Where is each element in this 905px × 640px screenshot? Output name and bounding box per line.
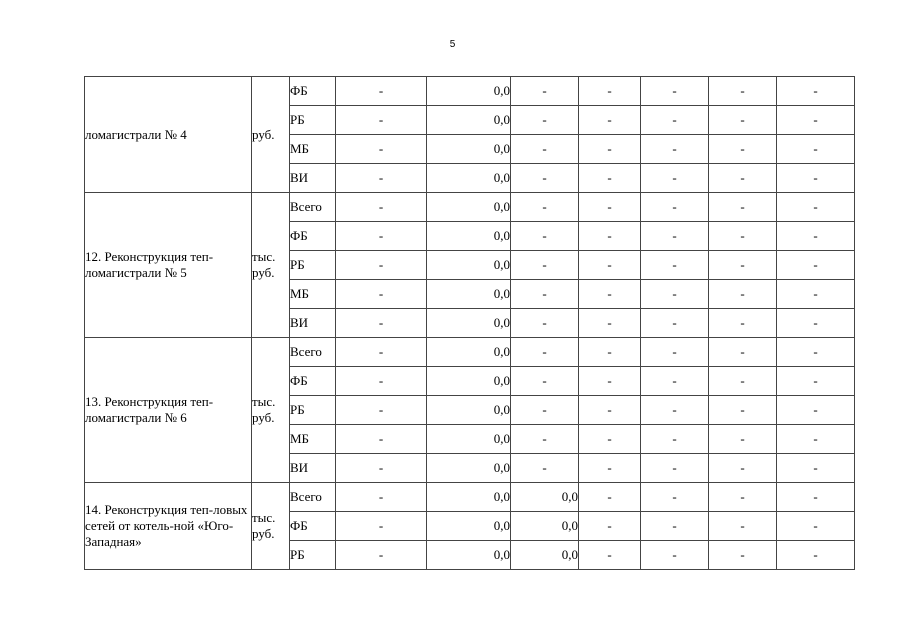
funding-source: ФБ [290, 367, 336, 396]
value-cell: - [709, 222, 777, 251]
value-cell: 0,0 [427, 483, 511, 512]
table-row [85, 338, 855, 367]
value-cell: - [579, 338, 641, 367]
value-cell: - [579, 164, 641, 193]
value-cell: - [709, 454, 777, 483]
funding-source: РБ [290, 251, 336, 280]
unit-cell: руб. [252, 77, 290, 193]
value-cell: - [709, 483, 777, 512]
table-row [85, 193, 855, 222]
value-cell: - [777, 483, 855, 512]
value-cell: - [579, 483, 641, 512]
value-cell: - [511, 135, 579, 164]
value-cell: - [709, 396, 777, 425]
item-name: 14. Реконструкция теп-ловых сетей от котель-ной «Юго-Западная» [85, 483, 252, 570]
value-cell: 0,0 [427, 338, 511, 367]
value-cell: - [777, 454, 855, 483]
value-cell: - [579, 135, 641, 164]
funding-source: Всего [290, 338, 336, 367]
value-cell: - [511, 454, 579, 483]
funding-source: МБ [290, 425, 336, 454]
value-cell: - [641, 396, 709, 425]
value-cell: - [511, 396, 579, 425]
funding-source: РБ [290, 106, 336, 135]
funding-source: ВИ [290, 309, 336, 338]
value-cell: - [511, 106, 579, 135]
value-cell: - [336, 512, 427, 541]
value-cell: - [336, 135, 427, 164]
unit-cell: тыс. руб. [252, 193, 290, 338]
value-cell: 0,0 [427, 164, 511, 193]
value-cell: - [336, 251, 427, 280]
funding-source: РБ [290, 541, 336, 570]
value-cell: - [336, 77, 427, 106]
funding-source: Всего [290, 193, 336, 222]
value-cell: - [336, 541, 427, 570]
value-cell: - [511, 280, 579, 309]
value-cell: - [511, 338, 579, 367]
value-cell: - [641, 193, 709, 222]
value-cell: 0,0 [427, 425, 511, 454]
value-cell: - [777, 222, 855, 251]
funding-source: ВИ [290, 164, 336, 193]
value-cell: 0,0 [427, 135, 511, 164]
value-cell: - [777, 77, 855, 106]
value-cell: - [641, 454, 709, 483]
value-cell: - [777, 193, 855, 222]
value-cell: 0,0 [427, 396, 511, 425]
value-cell: - [641, 251, 709, 280]
unit-cell: тыс. руб. [252, 338, 290, 483]
table-body [85, 77, 855, 570]
value-cell: - [709, 77, 777, 106]
value-cell: 0,0 [427, 309, 511, 338]
value-cell: 0,0 [427, 193, 511, 222]
value-cell: - [777, 425, 855, 454]
value-cell: - [777, 541, 855, 570]
value-cell: - [511, 425, 579, 454]
value-cell: - [579, 280, 641, 309]
value-cell: - [641, 425, 709, 454]
value-cell: - [579, 367, 641, 396]
value-cell: - [579, 193, 641, 222]
value-cell: - [709, 164, 777, 193]
item-name: 12. Реконструкция теп-ломагистрали № 5 [85, 193, 252, 338]
value-cell: - [641, 135, 709, 164]
value-cell: - [641, 512, 709, 541]
value-cell: 0,0 [511, 483, 579, 512]
value-cell: - [336, 280, 427, 309]
value-cell: - [709, 338, 777, 367]
value-cell: - [336, 164, 427, 193]
value-cell: - [336, 193, 427, 222]
value-cell: - [336, 367, 427, 396]
value-cell: - [641, 483, 709, 512]
value-cell: - [336, 454, 427, 483]
value-cell: - [511, 309, 579, 338]
value-cell: - [336, 222, 427, 251]
value-cell: - [709, 193, 777, 222]
value-cell: - [709, 280, 777, 309]
value-cell: - [336, 338, 427, 367]
value-cell: - [336, 483, 427, 512]
value-cell: - [511, 251, 579, 280]
value-cell: - [641, 367, 709, 396]
unit-cell: тыс. руб. [252, 483, 290, 570]
value-cell: 0,0 [427, 222, 511, 251]
value-cell: - [709, 251, 777, 280]
value-cell: - [641, 309, 709, 338]
value-cell: - [777, 106, 855, 135]
value-cell: 0,0 [427, 367, 511, 396]
value-cell: - [579, 222, 641, 251]
value-cell: 0,0 [427, 251, 511, 280]
value-cell: 0,0 [427, 106, 511, 135]
value-cell: - [579, 309, 641, 338]
value-cell: - [641, 541, 709, 570]
value-cell: 0,0 [427, 512, 511, 541]
item-name: 13. Реконструкция теп-ломагистрали № 6 [85, 338, 252, 483]
value-cell: 0,0 [427, 454, 511, 483]
funding-source: ФБ [290, 77, 336, 106]
value-cell: - [777, 396, 855, 425]
value-cell: - [579, 251, 641, 280]
value-cell: - [709, 106, 777, 135]
value-cell: - [511, 164, 579, 193]
value-cell: - [336, 106, 427, 135]
funding-source: Всего [290, 483, 336, 512]
table-row [85, 483, 855, 512]
value-cell: - [777, 164, 855, 193]
value-cell: - [511, 193, 579, 222]
value-cell: - [579, 512, 641, 541]
value-cell: - [777, 280, 855, 309]
value-cell: - [641, 164, 709, 193]
value-cell: - [336, 396, 427, 425]
value-cell: 0,0 [511, 512, 579, 541]
value-cell: - [641, 106, 709, 135]
value-cell: - [777, 338, 855, 367]
value-cell: - [777, 251, 855, 280]
value-cell: - [336, 309, 427, 338]
value-cell: - [579, 454, 641, 483]
value-cell: - [641, 280, 709, 309]
value-cell: - [641, 338, 709, 367]
value-cell: - [579, 77, 641, 106]
budget-table [84, 76, 855, 570]
value-cell: - [709, 512, 777, 541]
value-cell: - [709, 309, 777, 338]
value-cell: - [511, 367, 579, 396]
funding-source: ВИ [290, 454, 336, 483]
value-cell: - [777, 135, 855, 164]
value-cell: 0,0 [427, 280, 511, 309]
value-cell: - [709, 135, 777, 164]
table-row [85, 77, 855, 106]
value-cell: 0,0 [511, 541, 579, 570]
funding-source: МБ [290, 280, 336, 309]
value-cell: - [641, 77, 709, 106]
value-cell: - [579, 396, 641, 425]
item-name: ломагистрали № 4 [85, 77, 252, 193]
value-cell: - [777, 367, 855, 396]
value-cell: - [709, 367, 777, 396]
value-cell: - [777, 512, 855, 541]
value-cell: - [579, 425, 641, 454]
value-cell: - [709, 425, 777, 454]
funding-source: ФБ [290, 512, 336, 541]
value-cell: - [336, 425, 427, 454]
funding-source: ФБ [290, 222, 336, 251]
value-cell: - [511, 77, 579, 106]
value-cell: 0,0 [427, 541, 511, 570]
value-cell: - [641, 222, 709, 251]
value-cell: - [579, 541, 641, 570]
value-cell: - [709, 541, 777, 570]
value-cell: - [777, 309, 855, 338]
funding-source: МБ [290, 135, 336, 164]
value-cell: - [511, 222, 579, 251]
value-cell: - [579, 106, 641, 135]
page-number: 5 [449, 39, 456, 50]
funding-source: РБ [290, 396, 336, 425]
value-cell: 0,0 [427, 77, 511, 106]
